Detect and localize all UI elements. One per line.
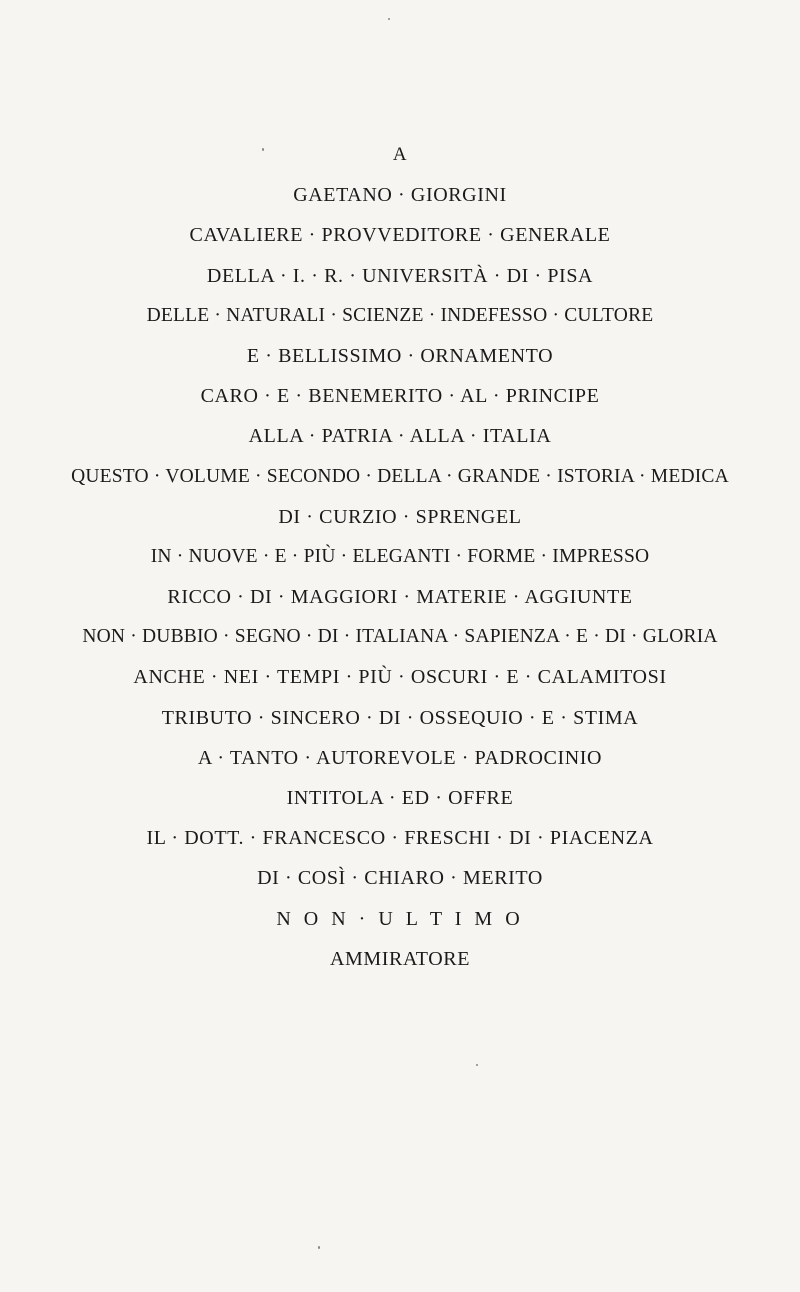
dedication-line: CARO · E · BENEMERITO · AL · PRINCIPE <box>200 385 600 408</box>
dedication-line: AMMIRATORE <box>329 947 471 970</box>
dedication-line: E · BELLISSIMO · ORNAMENTO <box>246 344 554 367</box>
dedication-line: RICCO · DI · MAGGIORI · MATERIE · AGGIUNTE <box>167 586 633 609</box>
dedication-line: IL · DOTT. · FRANCESCO · FRESCHI · DI · PIACENZA <box>146 827 654 850</box>
dedication-line: ALLA · PATRIA · ALLA · ITALIA <box>248 425 552 448</box>
dedication-line: INTITOLA · ED · OFFRE <box>286 787 514 809</box>
dedication-line: ANCHE · NEI · TEMPI · PIÙ · OSCURI · E · CALAMITOSI <box>133 666 667 689</box>
paper-speck <box>476 1064 478 1066</box>
dedication-line: DELLA · I. · R. · UNIVERSITÀ · DI · PISA <box>206 264 594 287</box>
dedication-line: DELLE · NATURALI · SCIENZE · INDEFESSO · CULTORE <box>146 304 654 326</box>
dedication-line: QUESTO · VOLUME · SECONDO · DELLA · GRANDE · ISTORIA · MEDICA <box>71 465 729 487</box>
dedication-line: DI · CURZIO · SPRENGEL <box>278 505 522 528</box>
dedication-line: TRIBUTO · SINCERO · DI · OSSEQUIO · E · STIMA <box>161 706 639 729</box>
dedication-line: GAETANO · GIORGINI <box>293 184 507 207</box>
dedication-line: A · TANTO · AUTOREVOLE · PADROCINIO <box>197 746 603 769</box>
paper-speck <box>262 148 264 151</box>
dedication-line: IN · NUOVE · E · PIÙ · ELEGANTI · FORME · IMPRESSO <box>150 545 650 567</box>
dedication-line: NON · DUBBIO · SEGNO · DI · ITALIANA · SAPIENZA · E · DI · GLORIA <box>82 626 718 648</box>
paper-speck <box>318 1246 320 1249</box>
dedication-line: CAVALIERE · PROVVEDITORE · GENERALE <box>189 224 611 247</box>
dedication-line: N O N · U L T I M O <box>276 907 524 930</box>
dedication-line: A <box>392 144 408 165</box>
paper-speck <box>388 18 390 20</box>
dedication-line: DI · COSÌ · CHIARO · MERITO <box>257 867 543 890</box>
dedication-text <box>0 135 800 979</box>
